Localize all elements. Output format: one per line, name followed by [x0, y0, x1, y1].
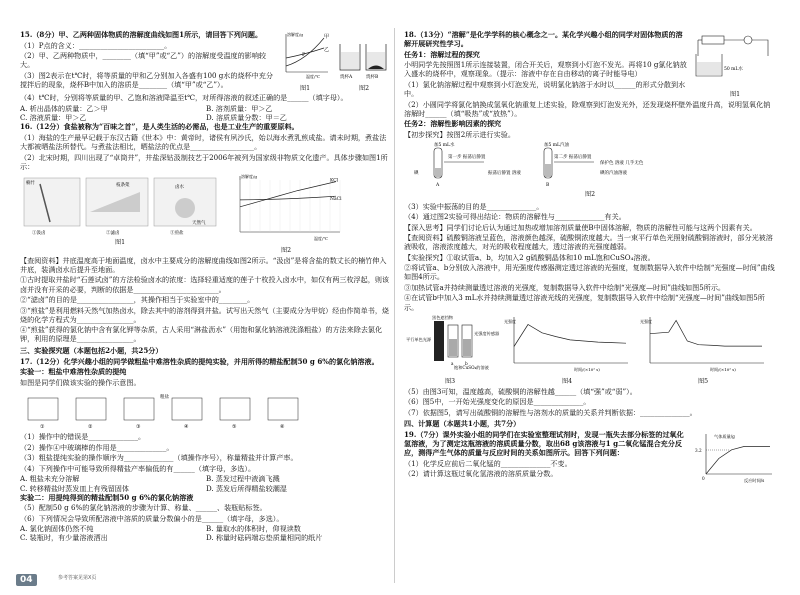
bulb-icon [744, 36, 752, 44]
q18-task2: 任务2：溶解性影响因素的探究 [404, 119, 502, 129]
q16-stem: 16.（12分）食盐被称为“百味之首”，是人类生活的必需品，也是工业生产的重要原料。 [20, 122, 299, 132]
q17-line3: （3）粗盐提纯实验的操作顺序为______________（填操作序号），称量精盐并计算产率。 [20, 453, 298, 463]
q17-exp2: 实验二：用提纯得到的精盐配制50 g 6%的氯化钠溶液 [20, 492, 194, 502]
q19-series-line [706, 446, 770, 474]
q15-line2: （2）甲、乙两种物质中，________（填“甲”或“乙”）的溶解度受温度的影响较大。 [20, 51, 267, 70]
light-intensity-chart-4 [502, 313, 632, 375]
q17-options [20, 474, 392, 492]
fig5-xlabel: 时间/(×10² s) [710, 367, 736, 373]
fig4-series-line [514, 325, 626, 347]
fig2-note5: 保护色 溶液 几乎无色 [600, 161, 644, 167]
lab-step-3 [124, 398, 154, 420]
lab-step-mark-6: ⑥ [280, 424, 285, 431]
q17-opt-d: D. 蒸发后所得精盐较潮湿 [206, 483, 287, 493]
lab-step-1 [28, 398, 58, 420]
beakers-figure [336, 30, 392, 82]
lab-step-mark-1: ① [40, 424, 45, 431]
nacl-label: NaCl [330, 197, 342, 203]
q17-exp1: 实验一：粗盐中难溶性杂质的提纯 [20, 367, 127, 377]
q17-opt-b: B. 蒸发过程中液滴飞溅 [206, 474, 280, 484]
q15-fig2 [336, 30, 392, 93]
q18-fig2 [404, 140, 776, 199]
fig5-ylabel: 光强度 [640, 319, 652, 325]
fig1-caption: 图1 [299, 85, 311, 93]
fig2-desc1: 振荡后静置 溶液 [488, 171, 521, 177]
label-gas: 天然气 [192, 221, 206, 227]
q17-opt-c: C. 转移精盐时蒸发皿上有残留固体 [20, 483, 129, 493]
q18-t2c: （4）通过图2实验可得出结论：物质的溶解性与______________有关。 [404, 212, 626, 222]
q19-ylabel: 气体质量/g [714, 433, 735, 439]
section-3-heading: 三、实验探究题（本题包括2小题，共25分） [20, 345, 163, 355]
q15-fig1 [280, 30, 330, 93]
q19-yval: 3.2 [695, 447, 702, 453]
column-divider [394, 28, 395, 583]
lab-step-mark-5: ⑤ [232, 424, 237, 431]
q19-fig [694, 430, 776, 488]
series-line-kcl [240, 182, 336, 207]
q18-fig4 [502, 313, 632, 386]
lab-step-mark-4: ④ [184, 424, 189, 431]
q17-stem: 17.（12分）化学兴趣小组的同学做粗盐中难溶性杂质的提纯实验，并用所得的精盐配制50 g 6%的氯化钠溶液。 [20, 356, 379, 366]
fig2-note2: 第一步 振荡后静置 [448, 155, 486, 161]
fig2-note4: 加5 mL汽油 [544, 143, 570, 149]
q17-opt-a: A. 粗盐未充分溶解 [20, 474, 80, 484]
fig2-ylabel: 溶解度/g [241, 174, 257, 180]
solubility-chart-1 [280, 30, 330, 82]
crude-salt-label: 粗盐 [160, 395, 169, 401]
kcl-label: KCl [330, 178, 339, 184]
fig1-xlabel: 温度/℃ [306, 74, 320, 79]
q18-t2f: 【实验探究】①取试管a、b，均加入2 g硫酸铜晶体和10 mL饱和CuSO₄溶液。 [404, 252, 655, 262]
label-bamboo: 楠竹 [26, 181, 35, 187]
lab-step-mark-2: ② [88, 424, 93, 431]
lab-step-4 [172, 398, 202, 420]
step1-label: ①汲卤 [32, 231, 46, 237]
fig1-water-label: 50 mL水 [724, 67, 743, 72]
q15-options [20, 104, 392, 122]
q15-stem: 15.（8分）甲、乙两种固体物质的溶解度曲线如图1所示，请回答下列问题。 [20, 30, 263, 39]
q18-top [404, 30, 776, 100]
q16-figures [20, 172, 392, 255]
q18-fig5-caption: 图5 [697, 378, 709, 386]
q15-opt-c: C. 溶液质量：甲＞乙 [20, 113, 87, 123]
lab-operations [20, 388, 320, 430]
q15-opt-d: D. 溶质质量分数：甲＝乙 [206, 113, 287, 123]
beaker-a-liquid [341, 52, 359, 69]
iodine-dissolution [404, 140, 644, 190]
q18-t2j: （5）由图3可知，温度越高，硫酸铜的溶解性越______（填“强”或“弱”）。 [404, 386, 637, 396]
q18-t1a: 小明同学先按照图1所示连接装置，闭合开关后，观察到小灯泡不发光。再将10 g氯化钠放入盛水的烧杯中，观察现象。（提示：溶液中存在自由移动的离子时能导电） [404, 60, 687, 79]
q19-xlabel: 反应时间/s [744, 477, 765, 483]
fig4-ylabel: 光强度 [504, 319, 516, 325]
light-intensity-chart-5 [638, 313, 768, 375]
q16-line3: ①古时提取井盐时“石莲试卤”的方法检验卤水的浓度：选择轻重适度的莲子十枚投入卤水中，如仅有两三枚浮起，则该卤并没有开采的必要，判断的依据是________________________。 [20, 275, 390, 294]
lab-step-mark-3: ③ [136, 424, 141, 431]
q18-stem: 18.（13分）“溶解”是化学学科的核心概念之一。某化学兴趣小组的同学对固体物质的溶解开展研究性学习。 [404, 30, 683, 49]
iodine-label: 碘 [414, 171, 419, 177]
q19-stem: 19.（7分）课外实验小组的同学们在实验室整理试剂时，发现一瓶失去部分标签的过氧化氢溶液，为了测定这瓶溶液的溶质质量分数，取出68 g该溶液与1 g二氧化锰混合充分反应，测得产生气体的质量与反应时间的关系如图所示。回答下列问题： [404, 429, 684, 458]
beaker-b-label: 烧杯B [366, 75, 379, 80]
q18-t2e: 【查阅资料】硫酸铜溶液呈蓝色，溶液颜色越深，硫酸铜浓度越大。当一束平行单色光照射硫酸铜溶液时，部分光被溶液吸收，溶液浓度越大，对光的吸收程度越大，透过溶液的光强度越弱。 [404, 233, 773, 252]
q17-options-2 [20, 524, 392, 542]
fig2-xlabel: 温度/℃ [314, 236, 328, 242]
q17-line6: （6）下列情况会导致所配溶液中溶质的质量分数偏小的是______（填字母，多选）。 [20, 513, 284, 523]
q18-t2g: ②将试管a、b分别放入溶液中，用光强度传感器测定透过溶液的光强度，复制数据导入软件中绘制“光强度—时间”曲线如图4所示。 [404, 263, 775, 282]
q18-t1c: （2）小圆同学将氯化钠换成氢氧化钠重复上述实验，除观察到灯泡发光外，还发现烧杯壁外温度升高，说明氢氧化钠溶解时______（填“吸热”或“放热”）。 [404, 99, 771, 118]
q18-figs345 [404, 313, 776, 386]
series-line-nacl [240, 196, 336, 200]
q17-line5: （5）配制50 g 6%的氯化钠溶液的步骤为计算、称量、______、装瓶贴标签。 [20, 503, 267, 513]
q15-opt-b: B. 溶剂质量：甲＞乙 [206, 103, 273, 113]
q18-t2a: 【初步探究】按图2所示进行实验。 [404, 129, 515, 139]
q16-fig2-caption: 图2 [280, 247, 292, 255]
conductivity-apparatus [694, 30, 776, 88]
q18-t2b: （3）实验中振荡的目的是______________。 [404, 201, 544, 211]
q18-fig1 [694, 30, 776, 99]
fig5-series-line [650, 321, 762, 347]
beaker-a-label: 烧杯A [340, 75, 353, 80]
fig1-ylabel: 溶解度/g [287, 32, 303, 37]
q16-fig2 [226, 172, 346, 255]
label-rack: 枝条架 [116, 183, 130, 189]
q18-t2k: （6）图5中，一开始光强度变化的原因是______________。 [404, 397, 591, 407]
q18-fig3-caption: 图3 [444, 378, 456, 386]
fig3-a: a [451, 361, 454, 367]
fig3-label4: 饱和CuSO₄的溶液 [454, 365, 489, 371]
footer-note: 参考答案见第X页 [58, 575, 97, 581]
q16-line5: ③“煎盐”是利用燃料天然气加热卤水，除去其中的溶剂得到井盐。试写出天然气（主要成分为甲烷）经由作简单书，烧烧的化学方程式为________________。 [20, 305, 390, 324]
right-column [404, 30, 776, 488]
fig4-xlabel: 时间/(×10² s) [574, 367, 600, 373]
q17-line4: （4）下列操作中可能导致所得精盐产率偏低的有______（填字母，多选）。 [20, 463, 256, 473]
fig3-label1: 黑色遮挡物 [432, 315, 453, 321]
q18-fig1-caption: 图1 [729, 91, 741, 99]
q16-line4: ②“滤卤”的目的是________________，其操作相当于实验室中的________。 [20, 295, 255, 305]
light-sensor-apparatus [404, 313, 500, 375]
q17-exp1-desc: 如图是同学们做该实验的操作示意图。 [20, 377, 141, 387]
q17-opt2-b: B. 量取水的体积时，仰视读数 [206, 524, 301, 534]
q17-opt2-a: A. 氯化钠固体仍然不纯 [20, 524, 94, 534]
q18-t2h: ③加热试管a并持续测量透过溶液的光强度，复制数据导入软件中绘制“光强度—时间”曲线如图5所示。 [404, 282, 726, 292]
q19-origin: 0 [702, 475, 705, 481]
left-column [20, 30, 392, 543]
q15-line3: （3）图2表示在t℃时，将等质量的甲和乙分别加入各盛有100 g水的烧杯中充分搅拌后的现象，烧杯B中加入的溶质是________（填“甲”或“乙”）。 [20, 70, 273, 89]
q18-fig5 [638, 313, 768, 386]
q17-opt2-d: D. 称量时砝码端忘垫质量相同的纸片 [206, 533, 323, 543]
q18-t2d: 【深入思考】同学们讨论后认为通过加热或增加溶剂质量使B中固体溶解，物质的溶解性可能与这两个因素有关。 [404, 222, 757, 232]
solubility-chart-2 [226, 172, 346, 244]
fig2-note1: 加5 mL水 [434, 143, 455, 149]
label-brine: 卤水 [175, 185, 184, 191]
battery-icon [702, 36, 724, 44]
fig2-desc2: 碘的汽油溶液 [600, 171, 627, 177]
fig3-label3: 光强度传感器 [474, 331, 500, 337]
step2-label: ②滤卤 [106, 231, 120, 237]
q19-line2: （2）请计算这瓶过氧化氢溶液的溶质质量分数。 [404, 469, 558, 479]
q17-line1: （1）操作中的错误是______________。 [20, 432, 146, 442]
q15-line1: （1）P点的含义：________________________。 [20, 40, 172, 50]
q18-fig3 [404, 313, 500, 386]
tube-a-label: A [436, 183, 440, 189]
q17-figure [20, 388, 392, 430]
q17-line2: （2）操作④中玻璃棒的作用是______________。 [20, 442, 174, 452]
q16-line6: ④“煎盐”获得的氯化钠中含有氯化钾等杂质，古人采用“淋盐沥水”（用饱和氯化钠溶液洗涤粗盐）的方法来除去氯化钾，利用的原理是________________。 [20, 325, 383, 344]
label-yi: 乙 [324, 47, 330, 53]
lab-step-6 [268, 398, 298, 420]
well-salt-process [20, 172, 220, 236]
q15-line4: （4）t℃时，分别将等质量的甲、乙饱和溶液降温至t℃，对所得溶液的叙述正确的是______（填字母）。 [20, 93, 348, 103]
fig3-label2: 平行单色光源 [406, 337, 432, 343]
fig2-note3: 第二步 振荡后静置 [554, 155, 592, 161]
q18-fig2-caption: 图2 [584, 191, 596, 199]
tube-b-label: B [546, 183, 550, 189]
q18-fig4-caption: 图4 [561, 378, 573, 386]
q15-block [20, 30, 392, 93]
q16-line1: （1）海盐的生产最早记载于东汉古籍《世本》中：黄帝时，诸侯有夙沙氏，始以海水煮乳煎成盐。请未时期，煮盐法大都被晒盐法所替代。与煮盐法相比，晒盐法的优点是__________________。 [20, 132, 387, 152]
label-p: P [302, 52, 306, 58]
q16-info: 【查阅资料】井底温度高于地面温度，卤水中主要成分的溶解度曲线如图2所示。“汲卤”是将含盐的数丈长的楠竹伸入井底，装满卤水后提升至地面。 [20, 255, 387, 274]
black-shield [434, 321, 444, 361]
q16-fig1 [20, 172, 220, 247]
step3-label: ③煎盐 [170, 231, 184, 237]
q19-line1: （1）化学反应前后二氧化锰的______________不变。 [404, 458, 572, 468]
q16-fig1-caption: 图1 [114, 239, 126, 247]
lab-step-2 [76, 398, 106, 420]
q18-t1b: （1）氯化钠溶解过程中观察到小灯泡发光，说明氯化钠溶于水时以______的形式分散到水中。 [404, 79, 686, 99]
section-4-heading: 四、计算题（本题共1小题，共7分） [404, 418, 521, 428]
q15-opt-a: A. 析出晶体的质量：乙＞甲 [20, 103, 108, 113]
fig3-b: b [465, 361, 468, 367]
gas-mass-chart [694, 430, 776, 486]
q17-opt2-c: C. 装瓶时，有少量溶液洒出 [20, 533, 108, 543]
label-jia: 甲 [324, 34, 330, 40]
page-number-badge: 04 [16, 574, 37, 586]
q18-t2i: ④在试管b中加入3 mL水并持续测量透过溶液光线的光强度，复制数据导入软件中绘制“光强度—时间”曲线如图5所示。 [404, 293, 765, 312]
q18-task1: 任务1：溶解过程的探究 [404, 49, 480, 59]
fig2-caption: 图2 [358, 85, 370, 93]
q18-t2l: （7）依据图5，请写出硫酸铜的溶解性与溶剂水的质量的关系并判断依据：______________。 [404, 407, 697, 417]
q19-block [404, 430, 776, 488]
lab-step-5 [220, 398, 250, 420]
q16-line2: （2）北宋时期，四川出现了“卓筒井”，井盐深钻汲制技艺于2006年被列为国家级非物质文化遗产。具体步骤如图1所示： [20, 152, 388, 171]
